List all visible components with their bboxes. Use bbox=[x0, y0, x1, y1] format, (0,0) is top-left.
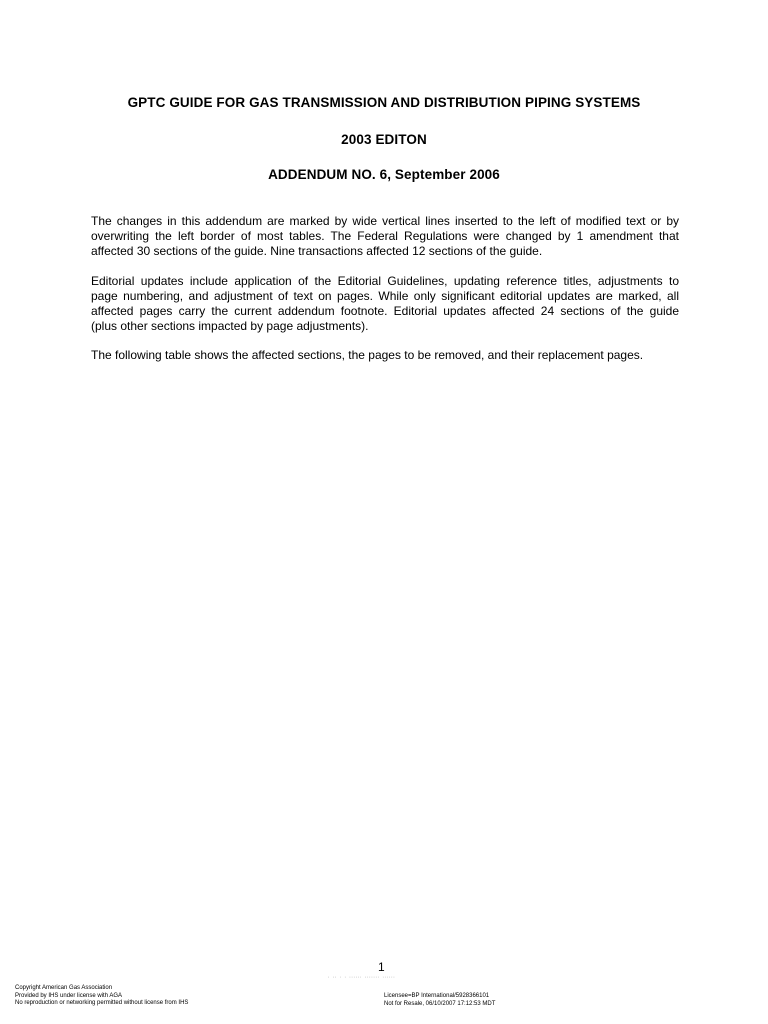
paragraph-line: The changes in this addendum are marked by wide vertical lines inserted to the left of modified text or by bbox=[91, 214, 679, 228]
copyright-footer bbox=[15, 985, 188, 1008]
footer-line: Not for Resale, 06/10/2007 17:12:53 MDT bbox=[384, 1000, 496, 1007]
page-number: 1 bbox=[378, 960, 385, 974]
paragraph-line: Editorial updates include application of the Editorial Guidelines, updating reference titles, adjustments to bbox=[91, 274, 679, 288]
paragraph-line: page numbering, and adjustment of text on pages. While only significant editorial updates are marked, all bbox=[91, 289, 679, 303]
license-footer bbox=[384, 993, 495, 1008]
faint-footer-text: ' '' ' ' '''''' ''''''' '''''' bbox=[328, 977, 396, 983]
footer-line: Copyright American Gas Association bbox=[15, 985, 113, 991]
paragraph-line: (plus other sections impacted by page adjustments). bbox=[91, 319, 369, 333]
edition-title: 2003 EDITON bbox=[341, 132, 427, 147]
footer-line: No reproduction or networking permitted without license from IHS bbox=[15, 1000, 189, 1006]
paragraph-line: affected pages carry the current addendum footnote. Editorial updates affected 24 sections of the guide bbox=[91, 304, 679, 318]
paragraph-line: affected 30 sections of the guide. Nine transactions affected 12 sections of the guide. bbox=[91, 244, 543, 258]
footer-line: Licensee=BP International/5928366101 bbox=[384, 993, 490, 999]
paragraph-line: The following table shows the affected sections, the pages to be removed, and their replacement pages. bbox=[91, 348, 644, 362]
paragraph-editorial bbox=[91, 274, 679, 334]
paragraph-changes bbox=[91, 214, 679, 259]
addendum-title: ADDENDUM NO. 6, September 2006 bbox=[268, 167, 500, 182]
footer-line: Provided by IHS under license with AGA bbox=[15, 992, 123, 999]
document-title: GPTC GUIDE FOR GAS TRANSMISSION AND DISTRIBUTION PIPING SYSTEMS bbox=[127, 95, 641, 110]
paragraph-table-intro bbox=[91, 348, 679, 363]
paragraph-line: overwriting the left border of most tables. The Federal Regulations were changed by 1 amendment that bbox=[91, 229, 679, 243]
